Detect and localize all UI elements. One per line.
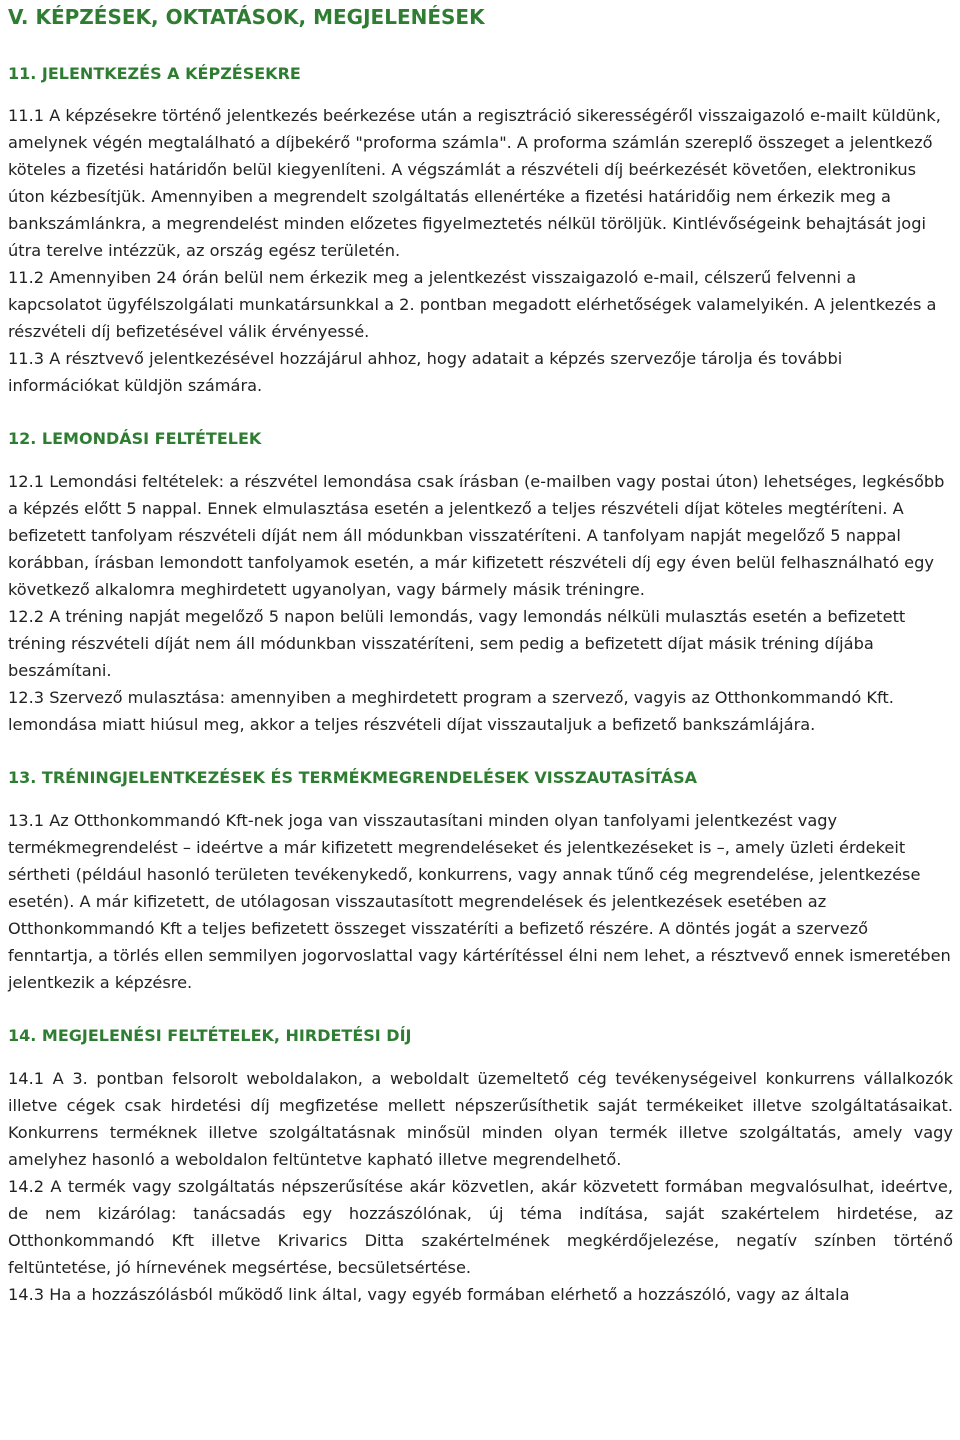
section-heading-13: 13. TRÉNINGJELENTKEZÉSEK ÉS TERMÉKMEGRENDELÉSEK VISSZAUTASÍTÁSA [8, 768, 697, 787]
paragraph-11-1: 11.1 A képzésekre történő jelentkezés beérkezése után a regisztráció sikerességéről visszaigazoló e-mailt küldünk, amelynek végén megtalálható a díjbekérő "proforma számla". A proforma számlán szereplő összeget a jelentkező köteles a fizetési határidőn belül kiegyenlíteni. A végszámlát a részvételi díj beérkezését követően, elektronikus úton kézbesítjük. Amennyiben a megrendelt szolgáltatás ellenértéke a fizetési határidőig nem érkezik meg a bankszámlánkra, a megrendelést minden előzetes figyelmeztetés nélkül töröljük. Kintlévőségeink behajtását jogi útra terelve intézzük, az ország egész területén. [8, 106, 941, 260]
paragraph-13-1: 13.1 Az Otthonkommandó Kft-nek joga van visszautasítani minden olyan tanfolyami jelentkezést vagy termékmegrendelést – ideértve a már kifizetett megrendeléseket és jelentkezéseket is –, amely üzleti érdekeit sértheti (például hasonló területen tevékenykedő, konkurrens, vagy annak tűnő cég megrendelése, jelentkezése esetén). A már kifizetett, de utólagosan visszautasított megrendelések és jelentkezések esetében az Otthonkommandó Kft a teljes befizetett összeget visszatéríti a befizető részére. A döntés jogát a szervező fenntartja, a törlés ellen semmilyen jogorvoslattal vagy kártérítéssel élni nem lehet, a résztvevő ennek ismeretében jelentkezik a képzésre. [8, 811, 951, 992]
section-body-13 [8, 807, 953, 996]
paragraph-11-2: 11.2 Amennyiben 24 órán belül nem érkezik meg a jelentkezést visszaigazoló e-mail, célszerű felvenni a kapcsolatot ügyfélszolgálati munkatársunkkal a 2. pontban megadott elérhetőségek valamelyikén. A jelentkezés a részvételi díj befizetésével válik érvényessé. [8, 268, 937, 341]
paragraph-14-2: 14.2 A termék vagy szolgáltatás népszerűsítése akár közvetlen, akár közvetett formában megvalósulhat, ideértve, de nem kizárólag: tanácsadás egy hozzászólónak, új téma indítása, saját szakértelem hirdetése, az Otthonkommandó Kft illetve Krivarics Ditta szakértelmének megkérdőjelezése, negatív színben történő feltüntetése, jó hírnevének megsértése, becsületsértése. [8, 1177, 953, 1277]
paragraph-14-3: 14.3 Ha a hozzászólásból működő link által, vagy egyéb formában elérhető a hozzászóló, vagy az általa [8, 1285, 850, 1304]
paragraph-12-1: 12.1 Lemondási feltételek: a részvétel lemondása csak írásban (e-mailben vagy postai úton) lehetséges, legkésőbb a képzés előtt 5 nappal. Ennek elmulasztása esetén a jelentkező a teljes részvételi díjat köteles megtéríteni. A befizetett tanfolyam részvételi díját nem áll módunkban visszatéríteni. A tanfolyam napját megelőző 5 nappal korábban, írásban lemondott tanfolyamok esetén, a már kifizetett részvételi díj egy éven belül felhasználható egy következő alkalomra meghirdetett ugyanolyan, vagy bármely másik tréningre. [8, 472, 945, 599]
document-page [8, 0, 953, 1308]
section-body-14 [8, 1065, 953, 1308]
paragraph-11-3: 11.3 A résztvevő jelentkezésével hozzájárul ahhoz, hogy adatait a képzés szervezője tárolja és további információkat küldjön számára. [8, 349, 843, 395]
section-body-12 [8, 468, 953, 738]
section-heading-12: 12. LEMONDÁSI FELTÉTELEK [8, 429, 262, 448]
section-heading-14: 14. MEGJELENÉSI FELTÉTELEK, HIRDETÉSI DÍJ [8, 1026, 412, 1045]
paragraph-12-2: 12.2 A tréning napját megelőző 5 napon belüli lemondás, vagy lemondás nélküli mulasztás esetén a befizetett tréning részvételi díját nem áll módunkban visszatéríteni, sem pedig a befizetett díjat másik tréning díjába beszámítani. [8, 607, 906, 680]
section-heading-11: 11. JELENTKEZÉS A KÉPZÉSEKRE [8, 64, 301, 83]
paragraph-12-3: 12.3 Szervező mulasztása: amennyiben a meghirdetett program a szervező, vagyis az Otthonkommandó Kft. lemondása miatt hiúsul meg, akkor a teljes részvételi díjat visszautaljuk a befizető bankszámlájára. [8, 688, 894, 734]
main-title: V. KÉPZÉSEK, OKTATÁSOK, MEGJELENÉSEK [8, 5, 485, 29]
paragraph-14-1: 14.1 A 3. pontban felsorolt weboldalakon, a weboldalt üzemeltető cég tevékenységeivel konkurrens vállalkozók illetve cégek csak hirdetési díj megfizetése mellett népszerűsíthetik saját termékeiket illetve szolgáltatásaikat. Konkurrens terméknek illetve szolgáltatásnak minősül minden olyan termék illetve szolgáltatás, amely vagy amelyhez hasonló a weboldalon feltüntetve kapható illetve megrendelhető. [8, 1069, 953, 1169]
section-body-11 [8, 102, 953, 399]
